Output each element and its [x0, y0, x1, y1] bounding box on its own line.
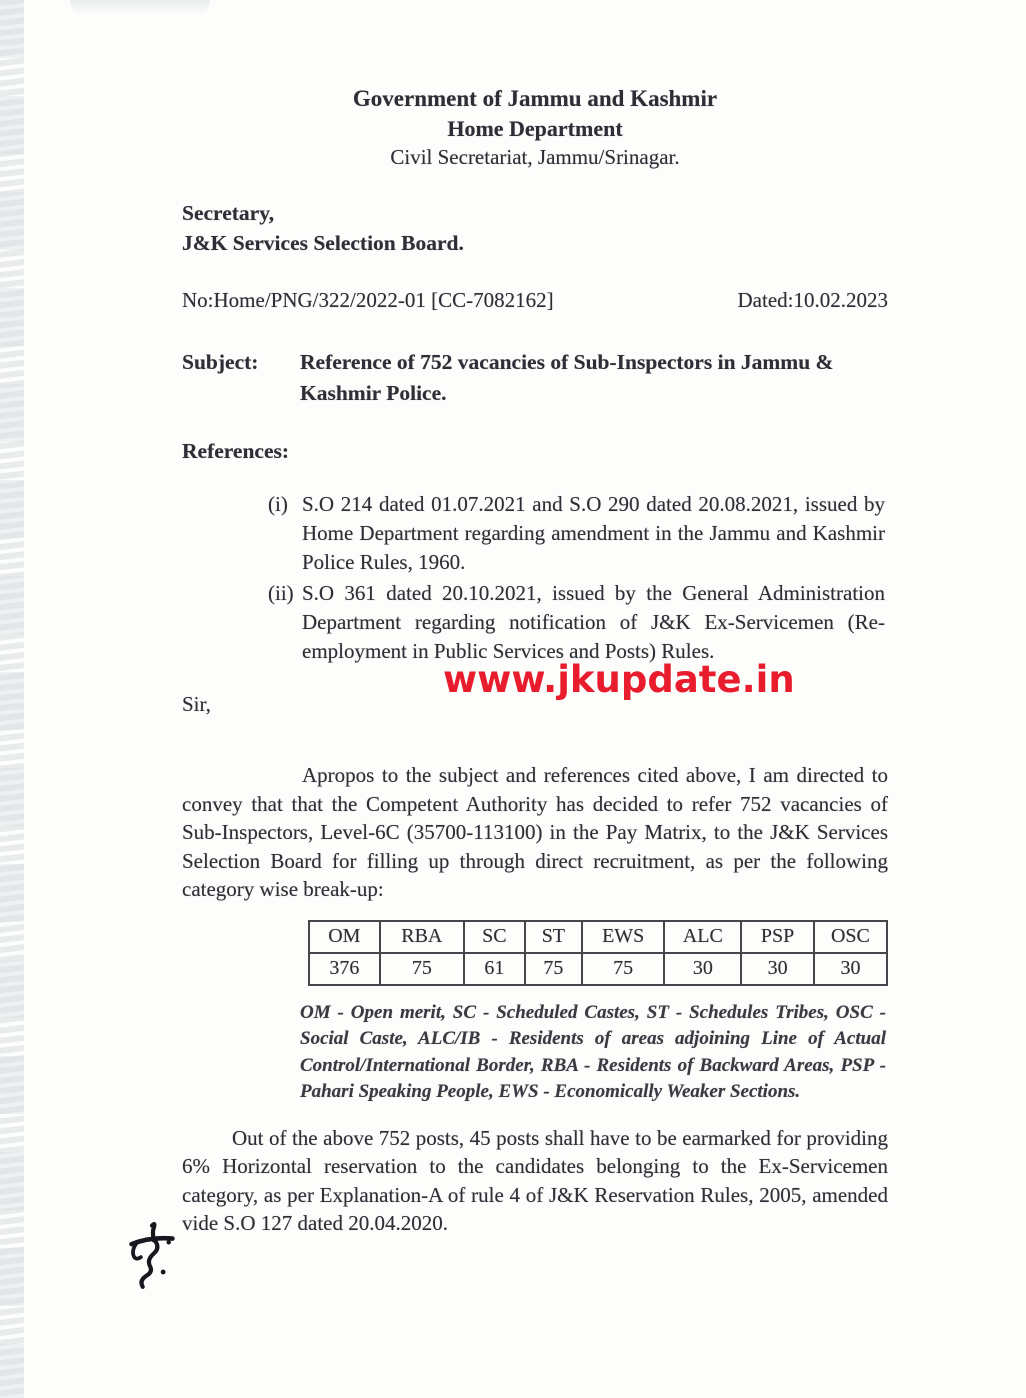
vacancy-count: 61: [464, 953, 525, 985]
vacancy-table: [308, 920, 888, 986]
subject-label: Subject:: [182, 350, 259, 374]
letterhead: [182, 84, 888, 172]
reference-marker: (i): [268, 492, 288, 516]
reference-text: S.O 361 dated 20.10.2021, issued by the General Administration Department regarding notification of J&K Ex-Servicemen (Re-employment in Public Services and Posts) Rules.: [302, 581, 885, 663]
vacancy-table-value-row: [309, 953, 887, 985]
column-header: PSP: [741, 921, 814, 953]
watermark-text: www.jkupdate.in: [443, 658, 795, 701]
subject-text: Reference of 752 vacancies of Sub-Inspectors in Jammu & Kashmir Police.: [300, 350, 834, 405]
vacancy-table-header-row: [309, 921, 887, 953]
column-header: OSC: [814, 921, 887, 953]
vacancy-count: 30: [814, 953, 887, 985]
vacancy-count: 376: [309, 953, 380, 985]
letter-content: [182, 0, 888, 1238]
letter-number: No:Home/PNG/322/2022-01 [CC-7082162]: [182, 288, 554, 312]
addressee-block: [182, 198, 888, 258]
reference-item-1: [268, 490, 888, 577]
vacancy-count: 75: [380, 953, 464, 985]
references-label: References:: [182, 439, 290, 463]
reference-marker: (ii): [268, 581, 294, 605]
column-header: RBA: [380, 921, 464, 953]
reference-text: S.O 214 dated 01.07.2021 and S.O 290 dated 20.08.2021, issued by Home Department regarding amendment in the Jammu and Kashmir Police Rules, 1960.: [302, 492, 885, 574]
column-header: ALC: [664, 921, 741, 953]
addressee-org: J&K Services Selection Board.: [182, 231, 464, 255]
handwritten-signature-mark: [124, 1220, 180, 1298]
column-header: SC: [464, 921, 525, 953]
column-header: ST: [525, 921, 582, 953]
category-abbreviation-note: OM - Open merit, SC - Scheduled Castes, ST - Schedules Tribes, OSC - Social Caste, ALC/IB - Residents of areas adjoining Line of Actual Control/International Border, RBA - Residents of Backward Areas, PSP - Pahari Speaking People, EWS - Economically Weaker Sections.: [300, 1001, 886, 1102]
vacancy-count: 30: [741, 953, 814, 985]
body-paragraph-2: Out of the above 752 posts, 45 posts shall have to be earmarked for providing 6% Horizontal reservation to the candidates belonging to the Ex-Servicemen category, as per Explanation-A of rule 4 of J&K Reservation Rules, 2005, amended vide S.O 127 dated 20.04.2020.: [182, 1125, 888, 1235]
vacancy-count: 75: [525, 953, 582, 985]
government-title: Government of Jammu and Kashmir: [352, 86, 718, 111]
addressee-title: Secretary,: [182, 201, 275, 225]
vacancy-count: 75: [582, 953, 665, 985]
body-paragraph-1: Apropos to the subject and references cited above, I am directed to convey that that the Competent Authority has decided to refer 752 vacancies of Sub-Inspectors, Level-6C (35700-113100) in the Pay Matrix, to the J&K Services Selection Board for filling up through direct recruitment, as per the following category wise break-up:: [182, 763, 888, 901]
subject-row: [182, 347, 888, 409]
column-header: OM: [309, 921, 380, 953]
reference-number-row: [182, 288, 888, 313]
scan-edge-artifact: [0, 0, 24, 1398]
salutation: Sir,: [182, 692, 211, 716]
letter-date: Dated:10.02.2023: [737, 288, 888, 312]
secretariat-line: Civil Secretariat, Jammu/Srinagar.: [390, 145, 680, 169]
department-title: Home Department: [447, 116, 623, 141]
reference-item-2: [268, 579, 888, 666]
column-header: EWS: [582, 921, 665, 953]
vacancy-count: 30: [664, 953, 741, 985]
